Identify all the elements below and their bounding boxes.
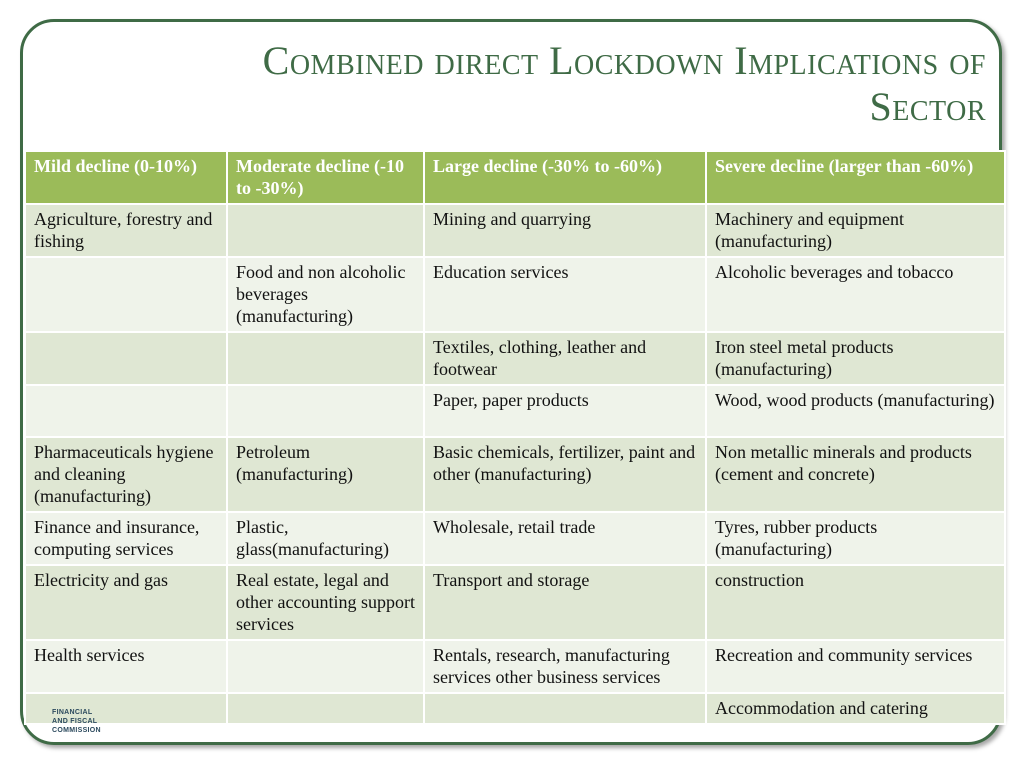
table-cell: Rentals, research, manufacturing services other business services	[424, 640, 706, 693]
table-cell: Real estate, legal and other accounting support services	[227, 565, 424, 640]
table-cell: Electricity and gas	[25, 565, 227, 640]
logo-line-1: FINANCIAL	[52, 709, 93, 716]
commission-logo	[52, 708, 101, 735]
table-cell: Petroleum (manufacturing)	[227, 437, 424, 512]
logo-line-3: COMMISSION	[52, 727, 101, 734]
table-row	[25, 204, 1005, 257]
table-cell	[25, 385, 227, 437]
title-line-1: Combined direct Lockdown Implications of	[262, 38, 986, 83]
table-cell: Health services	[25, 640, 227, 693]
table-cell	[424, 693, 706, 724]
table-header-row	[25, 151, 1005, 204]
table-cell	[227, 693, 424, 724]
table-cell: Agriculture, forestry and fishing	[25, 204, 227, 257]
table-row	[25, 257, 1005, 332]
table-cell	[227, 332, 424, 385]
table-cell	[227, 640, 424, 693]
header-large-decline: Large decline (-30% to -60%)	[424, 151, 706, 204]
table-cell: Textiles, clothing, leather and footwear	[424, 332, 706, 385]
header-moderate-decline: Moderate decline (-10 to -30%)	[227, 151, 424, 204]
table-cell: Plastic, glass(manufacturing)	[227, 512, 424, 565]
table-cell: Food and non alcoholic beverages (manufacturing)	[227, 257, 424, 332]
table-cell: Non metallic minerals and products (cement and concrete)	[706, 437, 1005, 512]
table-cell: Iron steel metal products (manufacturing)	[706, 332, 1005, 385]
table-cell: Alcoholic beverages and tobacco	[706, 257, 1005, 332]
table-cell	[25, 257, 227, 332]
title-line-2: Sector	[869, 84, 986, 129]
table-cell: Accommodation and catering	[706, 693, 1005, 724]
table-cell: Basic chemicals, fertilizer, paint and other (manufacturing)	[424, 437, 706, 512]
table-cell	[227, 385, 424, 437]
logo-line-2: AND FISCAL	[52, 718, 98, 725]
slide-title	[86, 38, 986, 130]
table-cell: Machinery and equipment (manufacturing)	[706, 204, 1005, 257]
header-mild-decline: Mild decline (0-10%)	[25, 151, 227, 204]
table-cell: Transport and storage	[424, 565, 706, 640]
table-cell: Tyres, rubber products (manufacturing)	[706, 512, 1005, 565]
table-row	[25, 437, 1005, 512]
table-cell	[25, 332, 227, 385]
table-cell: Wood, wood products (manufacturing)	[706, 385, 1005, 437]
table-cell: Wholesale, retail trade	[424, 512, 706, 565]
sector-decline-table	[24, 150, 1006, 725]
table-cell	[227, 204, 424, 257]
table-row	[25, 565, 1005, 640]
table-row	[25, 640, 1005, 693]
table-cell: Education services	[424, 257, 706, 332]
table-cell: Mining and quarrying	[424, 204, 706, 257]
table-cell: Finance and insurance, computing services	[25, 512, 227, 565]
table-cell: Paper, paper products	[424, 385, 706, 437]
table-cell: Recreation and community services	[706, 640, 1005, 693]
table-row	[25, 332, 1005, 385]
table-cell: construction	[706, 565, 1005, 640]
table-row	[25, 385, 1005, 437]
table-row	[25, 693, 1005, 724]
table-row	[25, 512, 1005, 565]
table-cell: Pharmaceuticals hygiene and cleaning (manufacturing)	[25, 437, 227, 512]
header-severe-decline: Severe decline (larger than -60%)	[706, 151, 1005, 204]
